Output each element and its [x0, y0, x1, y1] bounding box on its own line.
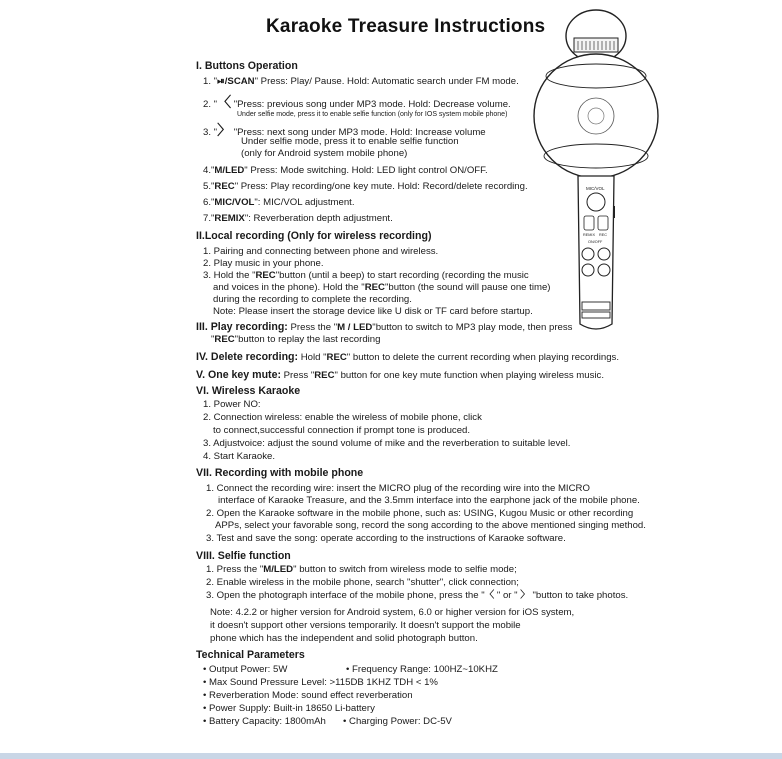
tech-frequency-range: • Frequency Range: 100HZ~10KHZ	[346, 664, 498, 675]
mic-speaker-ball	[534, 54, 658, 178]
selfie-note-1: Note: 4.2.2 or higher version for Android system, 6.0 or higher version for iOS system,	[210, 607, 575, 618]
local-recording-note: Note: Please insert the storage device like U disk or TF card before startup.	[213, 306, 533, 317]
button-line-4: 4."M/LED" Press: Mode switching. Hold: LED light control ON/OFF.	[203, 165, 488, 176]
tech-charging-power: • Charging Power: DC-5V	[343, 716, 452, 727]
previous-icon: 〈	[484, 590, 495, 601]
button-line-5: 5."REC" Press: Play recording/one key mute. Hold: Record/delete recording.	[203, 181, 528, 192]
button-line-1: 1. "⏯/SCAN" Press: Play/ Pause. Hold: Automatic search under FM mode.	[203, 76, 519, 87]
selfie-line-3: 3. Open the photograph interface of the mobile phone, press the "〈 " or " 〉 "button to take photos.	[206, 590, 629, 601]
button-line-2-note: Under selfie mode, press it to enable selfie function (only for IOS system mobile phone)	[237, 111, 508, 118]
section-local-recording-heading: II.Local recording (Only for wireless recording)	[196, 230, 432, 242]
recording-mobile-line-1-cont: interface of Karaoke Treasure, and the 3.5mm interface into the earphone jack of the mobile phone.	[218, 495, 640, 506]
mic-label-rec: REC	[599, 233, 608, 237]
mic-led-ring	[574, 38, 618, 52]
selfie-line-2: 2. Enable wireless in the mobile phone, search "shutter", click connection;	[206, 577, 519, 588]
tech-battery-capacity: • Battery Capacity: 1800mAh	[203, 716, 326, 727]
bottom-frame-bar	[0, 753, 782, 759]
section-delete-recording-heading: IV. Delete recording:	[196, 351, 299, 363]
wireless-karaoke-line-3: 3. Adjustvoice: adjust the sound volume of mike and the reverberation to suitable level.	[203, 438, 571, 449]
tech-output-power: • Output Power: 5W	[203, 664, 288, 675]
section-one-key-mute-heading: V. One key mute:	[196, 369, 281, 381]
recording-mobile-line-1: 1. Connect the recording wire: insert the MICRO plug of the recording wire into the MICRO	[206, 483, 590, 494]
local-recording-line-1: 1. Pairing and connecting between phone and wireless.	[203, 246, 439, 257]
section-recording-mobile-heading: VII. Recording with mobile phone	[196, 467, 364, 479]
button-line-2: 2. "〈 "Press: previous song under MP3 mode. Hold: Decrease volume.	[203, 94, 511, 110]
recording-mobile-line-2: 2. Open the Karaoke software in the mobile phone, such as: USING, Kugou Music or other recording	[206, 508, 634, 519]
button-line-6: 6."MIC/VOL": MIC/VOL adjustment.	[203, 197, 355, 208]
mic-handle	[578, 176, 614, 329]
next-icon: 〉	[520, 590, 530, 601]
wireless-karaoke-line-4: 4. Start Karaoke.	[203, 451, 275, 462]
selfie-note-3: phone which has the independent and solid photograph button.	[210, 633, 478, 644]
mic-label-onoff: ON/OFF	[588, 240, 603, 244]
section-play-recording-heading: III. Play recording:	[196, 321, 288, 333]
recording-mobile-line-2-cont: APPs, select your favorable song, record the song according to the above mentioned singing method.	[215, 520, 646, 531]
local-recording-line-2: 2. Play music in your phone.	[203, 258, 324, 269]
local-recording-line-3-cont2: during the recording to complete the recording.	[213, 294, 412, 305]
button-line-3-cont2: (only for Android system mobile phone)	[241, 148, 408, 159]
play-recording-line-1: III. Play recording: Press the "M / LED"button to switch to MP3 play mode, then press	[196, 321, 573, 333]
delete-recording-line: IV. Delete recording: Hold "REC" button to delete the current recording when playing recordings.	[196, 351, 619, 363]
next-icon: 〉	[217, 122, 232, 138]
button-line-3-cont1: Under selfie mode, press it to enable selfie function	[241, 136, 459, 147]
recording-mobile-line-3: 3. Test and save the song: operate according to the instructions of Karaoke software.	[206, 533, 566, 544]
section-wireless-karaoke-heading: VI. Wireless Karaoke	[196, 385, 301, 397]
wireless-karaoke-line-2-cont: to connect,successful connection if prompt tone is produced.	[213, 425, 471, 436]
section-selfie-heading: VIII. Selfie function	[196, 550, 291, 562]
selfie-note-2: it doesn't support other versions temporarily. It doesn't support the mobile	[210, 620, 521, 631]
play-recording-line-2: "REC"button to replay the last recording	[211, 334, 381, 345]
page-title: Karaoke Treasure Instructions	[266, 16, 546, 37]
one-key-mute-line: V. One key mute: Press "REC" button for one key mute function when playing wireless music.	[196, 369, 605, 381]
section-buttons-heading: I. Buttons Operation	[196, 60, 298, 72]
mic-label-remix: REMIX	[583, 233, 596, 237]
section-technical-heading: Technical Parameters	[196, 649, 305, 661]
wireless-karaoke-line-2: 2. Connection wireless: enable the wireless of mobile phone, click	[203, 412, 482, 423]
button-line-3: 3. "〉 "Press: next song under MP3 mode. Hold: Increase volume	[203, 122, 486, 138]
tech-reverb-mode: • Reverberation Mode: sound effect reverberation	[203, 690, 413, 701]
tech-max-spl: • Max Sound Pressure Level: >115DB 1KHZ TDH < 1%	[203, 677, 438, 688]
wireless-karaoke-line-1: 1. Power NO:	[203, 399, 261, 410]
previous-icon: 〈	[217, 94, 232, 110]
tech-power-supply: • Power Supply: Built-in 18650 Li-battery	[203, 703, 375, 714]
local-recording-line-3: 3. Hold the "REC"button (until a beep) to start recording (recording the music	[203, 270, 529, 281]
local-recording-line-3-cont1: and voices in the phone). Hold the "REC"button (the sound will pause one time)	[213, 282, 551, 293]
selfie-line-1: 1. Press the "M/LED" button to switch from wireless mode to selfie mode;	[206, 564, 517, 575]
mic-label-vol: MIC/VOL	[586, 186, 605, 191]
microphone-illustration	[528, 6, 664, 340]
button-line-7: 7."REMIX": Reverberation depth adjustment.	[203, 213, 393, 224]
